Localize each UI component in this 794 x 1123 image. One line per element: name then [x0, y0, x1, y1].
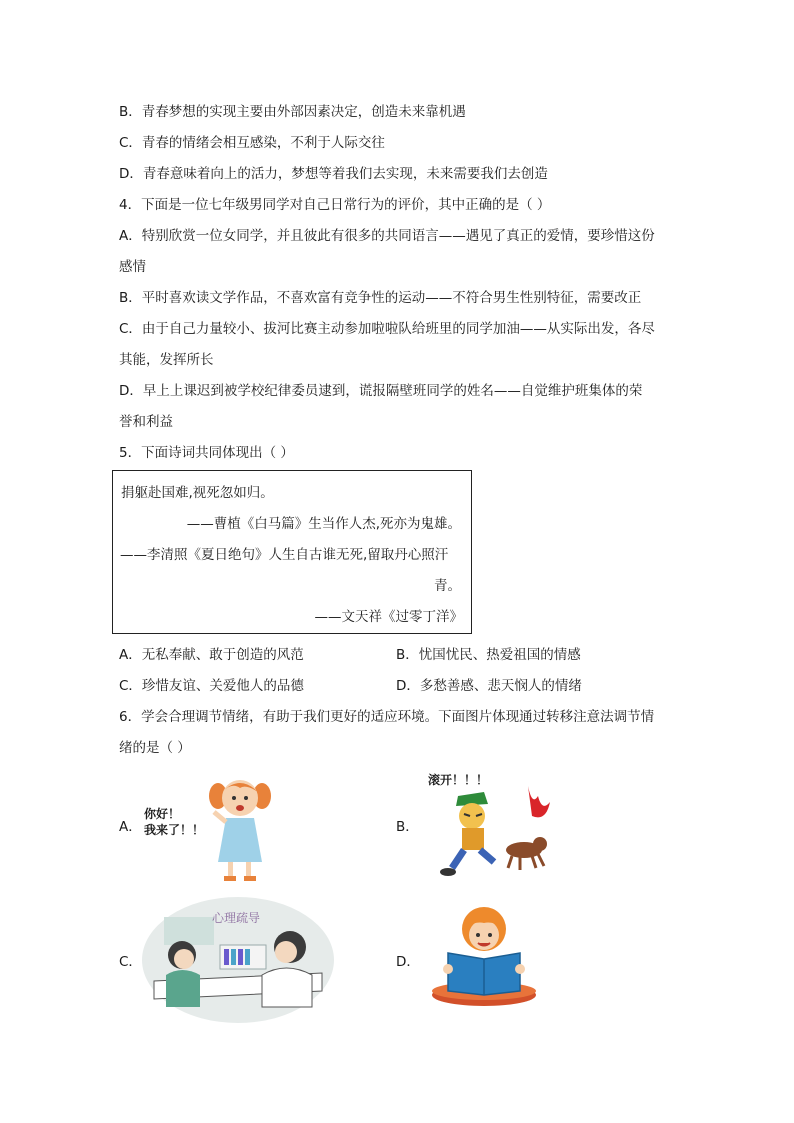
- boy-and-dog-icon: [428, 782, 570, 880]
- q4-stem: 4．下面是一位七年级男同学对自己日常行为的评价，其中正确的是（ ）: [119, 197, 551, 213]
- q3-option-c: C．青春的情绪会相互感染，不利于人际交往: [119, 135, 385, 151]
- q3-option-d: D．青春意味着向上的活力，梦想等着我们去实现，未来需要我们去创造: [119, 166, 548, 182]
- q4-option-b: B．平时喜欢读文学作品，不喜欢富有竞争性的运动——不符合男生性别特征，需要改正: [119, 290, 642, 306]
- q4-option-c-line1: C．由于自己力量较小、拔河比赛主动参加啦啦队给班里的同学加油——从实际出发，各尽: [119, 321, 655, 337]
- poem-line-2: ——曹植《白马篇》生当作人杰,死亦为鬼雄。: [186, 516, 461, 532]
- picture-c-sign: 心理疏导: [212, 911, 261, 925]
- q5-stem: 5．下面诗词共同体现出（ ）: [119, 445, 294, 461]
- q6-option-c-label: C．: [119, 954, 142, 970]
- q4-option-d-line1: D．早上上课迟到被学校纪律委员逮到，谎报隔壁班同学的姓名——自觉维护班集体的荣: [119, 383, 643, 399]
- picture-b-angry-boy: [428, 772, 570, 880]
- poem-line-1: 捐躯赴国难,视死忽如归。: [121, 485, 274, 501]
- q4-option-d-line2: 誉和利益: [119, 414, 173, 430]
- q5-option-c: C．珍惜友谊、关爱他人的品德: [119, 678, 304, 694]
- poem-line-3: ——李清照《夏日绝句》人生自古谁无死,留取丹心照汗: [120, 547, 449, 563]
- picture-a-bubble-line2: 我来了！！: [144, 823, 205, 837]
- q6-option-b-label: B．: [396, 819, 419, 835]
- picture-a-bubble-line1: 你好！: [144, 807, 181, 821]
- q5-option-b: B．忧国忧民、热爱祖国的情感: [396, 647, 581, 663]
- picture-b-shout: 滚开！！！: [428, 773, 489, 787]
- q5-option-a: A．无私奉献、敢于创造的风范: [119, 647, 304, 663]
- picture-a-greeting-girl: [138, 772, 278, 884]
- poem-box: [112, 470, 472, 634]
- girl-figure-icon: [206, 772, 278, 884]
- reading-girl-icon: [430, 905, 538, 1007]
- q4-option-a-line1: A．特别欣赏一位女同学，并且彼此有很多的共同语言——遇见了真正的爱情，要珍惜这份: [119, 228, 655, 244]
- picture-c-counseling: [140, 895, 336, 1025]
- q6-stem-line1: 6．学会合理调节情绪，有助于我们更好的适应环境。下面图片体现通过转移注意法调节情: [119, 709, 655, 725]
- picture-d-reading-girl: [430, 905, 538, 1007]
- poem-line-4: 青。: [434, 578, 461, 594]
- poem-line-5: ——文天祥《过零丁洋》: [314, 609, 463, 625]
- q3-option-b: B．青春梦想的实现主要由外部因素决定，创造未来靠机遇: [119, 104, 466, 120]
- q4-option-a-line2: 感情: [119, 259, 146, 275]
- q4-option-c-line2: 其能，发挥所长: [119, 352, 214, 368]
- q6-option-a-label: A．: [119, 819, 142, 835]
- q6-option-d-label: D．: [396, 954, 420, 970]
- q5-option-d: D．多愁善感、悲天悯人的情绪: [396, 678, 582, 694]
- q6-stem-line2: 绪的是（ ）: [119, 740, 191, 756]
